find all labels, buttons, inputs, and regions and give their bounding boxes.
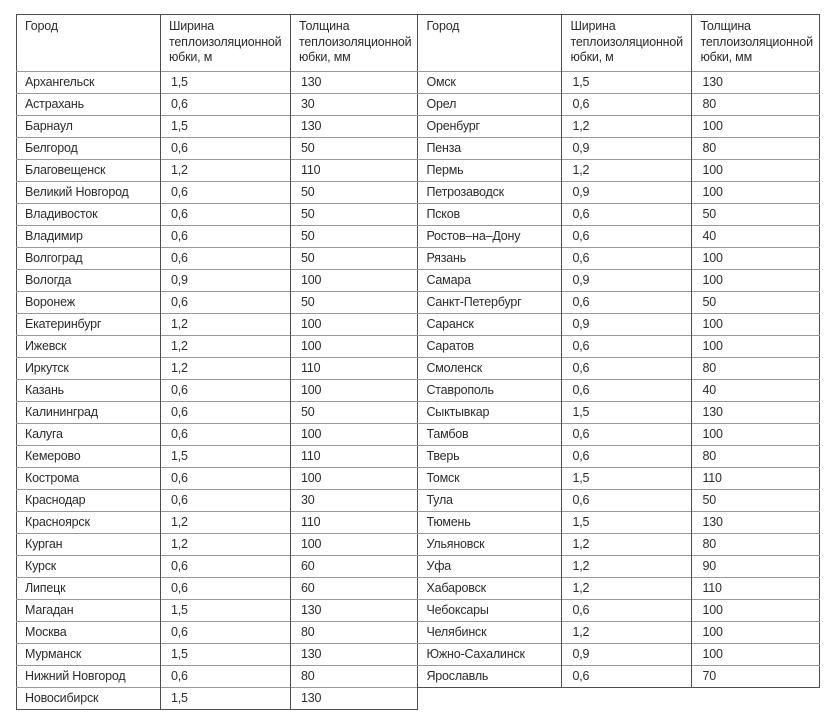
city-cell: Липецк (17, 578, 161, 600)
thickness-cell: 80 (692, 138, 819, 160)
width-cell: 1,2 (161, 358, 291, 380)
thickness-cell: 100 (692, 644, 819, 666)
table-row (17, 226, 418, 248)
table-row (418, 314, 819, 336)
table-row (17, 556, 418, 578)
table-row (17, 446, 418, 468)
width-cell: 1,5 (562, 72, 692, 94)
width-cell: 1,2 (562, 578, 692, 600)
table-row (17, 512, 418, 534)
width-cell: 0,6 (562, 336, 692, 358)
thickness-cell: 90 (692, 556, 819, 578)
thickness-cell: 80 (692, 94, 819, 116)
city-cell: Новосибирск (17, 688, 161, 710)
thickness-cell: 50 (291, 138, 418, 160)
thickness-cell: 130 (291, 600, 418, 622)
city-cell: Оренбург (418, 116, 562, 138)
width-cell: 1,5 (161, 644, 291, 666)
width-cell: 0,6 (562, 226, 692, 248)
table-row (418, 600, 819, 622)
width-cell: 1,5 (562, 468, 692, 490)
table-row (17, 160, 418, 182)
width-cell: 0,9 (161, 270, 291, 292)
width-cell: 1,5 (161, 688, 291, 710)
width-cell: 0,6 (161, 380, 291, 402)
width-cell: 0,9 (562, 182, 692, 204)
width-cell: 0,6 (161, 138, 291, 160)
table-row (17, 534, 418, 556)
thickness-cell: 40 (692, 226, 819, 248)
width-cell: 0,6 (161, 424, 291, 446)
width-cell: 0,6 (562, 358, 692, 380)
table-row (418, 204, 819, 226)
table-row (17, 666, 418, 688)
city-cell: Пенза (418, 138, 562, 160)
table-row (17, 600, 418, 622)
width-cell: 1,2 (562, 534, 692, 556)
thickness-cell: 100 (291, 336, 418, 358)
width-cell: 0,6 (161, 490, 291, 512)
table-row (418, 446, 819, 468)
city-cell: Ярославль (418, 666, 562, 688)
table-row (17, 314, 418, 336)
width-cell: 0,6 (161, 226, 291, 248)
width-cell: 0,6 (161, 578, 291, 600)
table-row (17, 424, 418, 446)
table-row (418, 622, 819, 644)
width-cell: 0,6 (161, 292, 291, 314)
city-cell: Барнаул (17, 116, 161, 138)
table-row (418, 248, 819, 270)
thickness-cell: 30 (291, 94, 418, 116)
column-header-thickness: Толщина теплоизоляционной юбки, мм (692, 15, 819, 72)
city-cell: Сыктывкар (418, 402, 562, 424)
city-cell: Южно-Сахалинск (418, 644, 562, 666)
table-row (17, 94, 418, 116)
width-cell: 0,6 (161, 556, 291, 578)
width-cell: 1,5 (562, 402, 692, 424)
table-row (17, 182, 418, 204)
width-cell: 1,2 (562, 116, 692, 138)
thickness-cell: 100 (692, 270, 819, 292)
column-header-width: Ширина теплоизоляционной юбки, м (161, 15, 291, 72)
thickness-cell: 130 (692, 402, 819, 424)
thickness-cell: 110 (291, 446, 418, 468)
thickness-cell: 110 (692, 578, 819, 600)
city-cell: Курган (17, 534, 161, 556)
city-cell: Ижевск (17, 336, 161, 358)
thickness-cell: 100 (692, 314, 819, 336)
city-cell: Хабаровск (418, 578, 562, 600)
thickness-cell: 50 (291, 204, 418, 226)
city-cell: Благовещенск (17, 160, 161, 182)
city-cell: Саранск (418, 314, 562, 336)
city-cell: Великий Новгород (17, 182, 161, 204)
width-cell: 1,2 (562, 160, 692, 182)
thickness-cell: 100 (692, 600, 819, 622)
width-cell: 1,2 (161, 314, 291, 336)
thickness-cell: 110 (291, 358, 418, 380)
thickness-cell: 80 (692, 358, 819, 380)
table-row (418, 468, 819, 490)
thickness-cell: 50 (692, 490, 819, 512)
table-row (418, 512, 819, 534)
thickness-cell: 50 (692, 292, 819, 314)
width-cell: 0,9 (562, 314, 692, 336)
table-row (418, 270, 819, 292)
city-cell: Красноярск (17, 512, 161, 534)
thickness-cell: 100 (291, 380, 418, 402)
table-row (17, 358, 418, 380)
column-header-city: Город (25, 19, 58, 33)
table-row (418, 490, 819, 512)
width-cell: 0,6 (562, 600, 692, 622)
city-cell: Псков (418, 204, 562, 226)
table-header (418, 15, 819, 72)
thickness-cell: 110 (692, 468, 819, 490)
thickness-cell: 80 (692, 534, 819, 556)
city-cell: Екатеринбург (17, 314, 161, 336)
thickness-cell: 100 (692, 336, 819, 358)
thickness-cell: 50 (291, 182, 418, 204)
table-row (418, 226, 819, 248)
width-cell: 0,6 (562, 292, 692, 314)
city-cell: Иркутск (17, 358, 161, 380)
city-cell: Орел (418, 94, 562, 116)
column-header-city: Город (426, 19, 460, 33)
table-row (418, 116, 819, 138)
thickness-cell: 50 (291, 248, 418, 270)
table-row (418, 160, 819, 182)
table-row (17, 402, 418, 424)
city-cell: Волгоград (17, 248, 161, 270)
thickness-cell: 100 (692, 622, 819, 644)
width-cell: 1,5 (161, 116, 291, 138)
thickness-cell: 60 (291, 578, 418, 600)
table-row (17, 72, 418, 94)
city-cell: Смоленск (418, 358, 562, 380)
table-row (17, 336, 418, 358)
width-cell: 1,2 (161, 512, 291, 534)
width-cell: 0,6 (161, 402, 291, 424)
city-cell: Санкт-Петербург (418, 292, 562, 314)
table-row (418, 138, 819, 160)
city-cell: Краснодар (17, 490, 161, 512)
thickness-cell: 130 (291, 116, 418, 138)
thickness-cell: 100 (692, 248, 819, 270)
width-cell: 0,9 (562, 270, 692, 292)
thickness-cell: 50 (291, 402, 418, 424)
width-cell: 0,6 (562, 666, 692, 688)
insulation-skirt-tables (16, 14, 833, 710)
city-cell: Уфа (418, 556, 562, 578)
city-cell: Калуга (17, 424, 161, 446)
table-row (17, 248, 418, 270)
thickness-cell: 100 (692, 182, 819, 204)
thickness-cell: 100 (692, 424, 819, 446)
table-row (17, 644, 418, 666)
thickness-cell: 30 (291, 490, 418, 512)
width-cell: 0,6 (161, 622, 291, 644)
thickness-cell: 50 (291, 292, 418, 314)
city-cell: Мурманск (17, 644, 161, 666)
table-row (17, 292, 418, 314)
city-cell: Пермь (418, 160, 562, 182)
table-row (17, 578, 418, 600)
thickness-cell: 40 (692, 380, 819, 402)
city-cell: Нижний Новгород (17, 666, 161, 688)
table-row (17, 380, 418, 402)
table-row (418, 380, 819, 402)
thickness-cell: 130 (692, 72, 819, 94)
thickness-cell: 110 (291, 512, 418, 534)
city-cell: Москва (17, 622, 161, 644)
city-cell: Петрозаводск (418, 182, 562, 204)
width-cell: 0,6 (161, 248, 291, 270)
city-cell: Калининград (17, 402, 161, 424)
thickness-cell: 100 (291, 270, 418, 292)
thickness-cell: 100 (692, 160, 819, 182)
city-cell: Ульяновск (418, 534, 562, 556)
width-cell: 0,6 (562, 424, 692, 446)
city-cell: Владивосток (17, 204, 161, 226)
table-row (418, 182, 819, 204)
city-table-left (16, 14, 418, 710)
city-cell: Самара (418, 270, 562, 292)
thickness-cell: 100 (692, 116, 819, 138)
table-row (17, 138, 418, 160)
thickness-cell: 110 (291, 160, 418, 182)
table-row (418, 336, 819, 358)
width-cell: 1,2 (161, 336, 291, 358)
thickness-cell: 100 (291, 424, 418, 446)
city-cell: Курск (17, 556, 161, 578)
table-row (418, 666, 819, 688)
thickness-cell: 100 (291, 468, 418, 490)
city-cell: Тамбов (418, 424, 562, 446)
width-cell: 0,6 (562, 204, 692, 226)
city-cell: Челябинск (418, 622, 562, 644)
city-cell: Белгород (17, 138, 161, 160)
width-cell: 0,6 (161, 182, 291, 204)
city-cell: Томск (418, 468, 562, 490)
table-row (17, 688, 418, 710)
city-cell: Саратов (418, 336, 562, 358)
table-row (418, 578, 819, 600)
thickness-cell: 50 (692, 204, 819, 226)
city-cell: Казань (17, 380, 161, 402)
table-row (17, 622, 418, 644)
width-cell: 1,2 (161, 534, 291, 556)
width-cell: 0,6 (562, 380, 692, 402)
table-row (418, 292, 819, 314)
width-cell: 1,2 (562, 556, 692, 578)
width-cell: 0,9 (562, 138, 692, 160)
width-cell: 0,6 (161, 666, 291, 688)
table-row (418, 556, 819, 578)
width-cell: 0,6 (161, 468, 291, 490)
thickness-cell: 100 (291, 534, 418, 556)
city-cell: Архангельск (17, 72, 161, 94)
table-header (17, 15, 418, 72)
city-cell: Тверь (418, 446, 562, 468)
table-row (418, 94, 819, 116)
column-header-thickness: Толщина теплоизоляционной юбки, мм (291, 15, 418, 72)
table-row (17, 116, 418, 138)
header-row (17, 15, 418, 72)
thickness-cell: 130 (291, 688, 418, 710)
table-row (418, 534, 819, 556)
thickness-cell: 100 (291, 314, 418, 336)
city-cell: Кемерово (17, 446, 161, 468)
width-cell: 0,6 (562, 248, 692, 270)
width-cell: 1,5 (161, 600, 291, 622)
table-row (418, 424, 819, 446)
city-cell: Воронеж (17, 292, 161, 314)
city-cell: Магадан (17, 600, 161, 622)
thickness-cell: 80 (291, 622, 418, 644)
table-row (17, 204, 418, 226)
table-row (418, 402, 819, 424)
table-body-left (17, 72, 418, 710)
thickness-cell: 80 (291, 666, 418, 688)
table-body-right (418, 72, 819, 688)
width-cell: 0,6 (161, 94, 291, 116)
city-cell: Чебоксары (418, 600, 562, 622)
header-row (418, 15, 819, 72)
city-cell: Тула (418, 490, 562, 512)
city-cell: Рязань (418, 248, 562, 270)
thickness-cell: 70 (692, 666, 819, 688)
width-cell: 0,6 (562, 490, 692, 512)
city-cell: Ставрополь (418, 380, 562, 402)
city-cell: Вологда (17, 270, 161, 292)
width-cell: 1,2 (562, 622, 692, 644)
thickness-cell: 130 (692, 512, 819, 534)
city-cell: Ростов–на–Дону (418, 226, 562, 248)
thickness-cell: 50 (291, 226, 418, 248)
thickness-cell: 130 (291, 644, 418, 666)
table-row (17, 490, 418, 512)
width-cell: 1,5 (161, 72, 291, 94)
table-row (418, 358, 819, 380)
width-cell: 1,2 (161, 160, 291, 182)
table-row (17, 270, 418, 292)
city-cell: Владимир (17, 226, 161, 248)
width-cell: 1,5 (562, 512, 692, 534)
city-cell: Астрахань (17, 94, 161, 116)
table-row (418, 72, 819, 94)
city-table-right (417, 14, 819, 688)
thickness-cell: 130 (291, 72, 418, 94)
width-cell: 0,6 (562, 446, 692, 468)
column-header-width: Ширина теплоизоляционной юбки, м (562, 15, 692, 72)
table-row (17, 468, 418, 490)
width-cell: 0,6 (562, 94, 692, 116)
thickness-cell: 80 (692, 446, 819, 468)
city-cell: Омск (418, 72, 562, 94)
city-cell: Тюмень (418, 512, 562, 534)
width-cell: 1,5 (161, 446, 291, 468)
width-cell: 0,6 (161, 204, 291, 226)
city-cell: Кострома (17, 468, 161, 490)
thickness-cell: 60 (291, 556, 418, 578)
width-cell: 0,9 (562, 644, 692, 666)
table-row (418, 644, 819, 666)
